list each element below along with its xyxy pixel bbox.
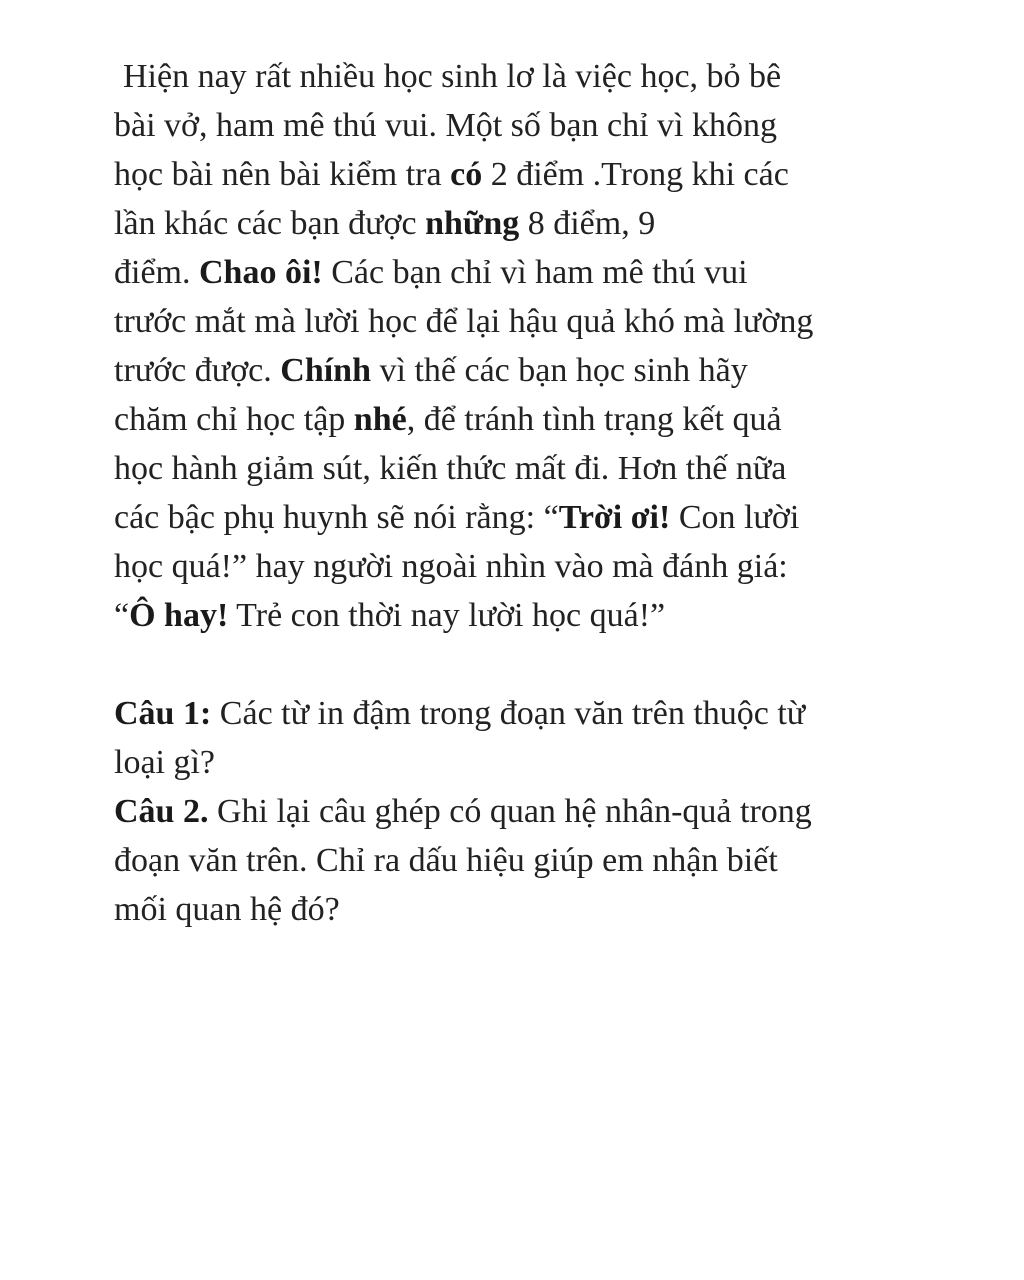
question-line: đoạn văn trên. Chỉ ra dấu hiệu giúp em nhận biết (114, 842, 778, 879)
passage-line: Hiện nay rất nhiều học sinh lơ là việc học, bỏ bê (123, 58, 782, 95)
passage-line: chăm chỉ học tập nhé, để tránh tình trạng kết quả (114, 401, 782, 438)
document-page (114, 52, 914, 934)
passage-line: trước được. Chính vì thế các bạn học sinh hãy (114, 352, 748, 389)
bold-word: Trời ơi! (558, 499, 671, 536)
bold-word: có (450, 156, 483, 193)
question-2 (114, 787, 914, 934)
passage-line: học quá!” hay người ngoài nhìn vào mà đánh giá: (114, 548, 788, 585)
passage-line: điểm. Chao ôi! Các bạn chỉ vì ham mê thú vui (114, 254, 748, 291)
bold-word: những (425, 205, 520, 242)
passage-line: các bậc phụ huynh sẽ nói rằng: “Trời ơi! Con lười (114, 499, 800, 536)
passage-line: bài vở, ham mê thú vui. Một số bạn chỉ vì không (114, 107, 777, 144)
bold-word: Ô hay! (129, 597, 229, 634)
bold-word: Chao ôi! (198, 254, 323, 291)
passage-line: học bài nên bài kiểm tra có 2 điểm .Trong khi các (114, 156, 789, 193)
passage-line: lần khác các bạn được những 8 điểm, 9 (114, 205, 656, 242)
question-number: Câu 2. (114, 793, 209, 830)
bold-word: Chính (280, 352, 371, 389)
question-line: loại gì? (114, 744, 216, 781)
question-line: Câu 2. Ghi lại câu ghép có quan hệ nhân-quả trong (114, 793, 812, 830)
passage-line: trước mắt mà lười học để lại hậu quả khó mà lường (114, 303, 814, 340)
bold-word: nhé (353, 401, 407, 438)
passage-paragraph (114, 52, 914, 640)
passage-line: “Ô hay! Trẻ con thời nay lười học quá!” (114, 597, 666, 634)
paragraph-spacer (114, 640, 914, 689)
passage-line: học hành giảm sút, kiến thức mất đi. Hơn thế nữa (114, 450, 787, 487)
question-1 (114, 689, 914, 787)
question-line: mối quan hệ đó? (114, 891, 340, 928)
question-line: Câu 1: Các từ in đậm trong đoạn văn trên thuộc từ (114, 695, 806, 732)
question-number: Câu 1: (114, 695, 212, 732)
